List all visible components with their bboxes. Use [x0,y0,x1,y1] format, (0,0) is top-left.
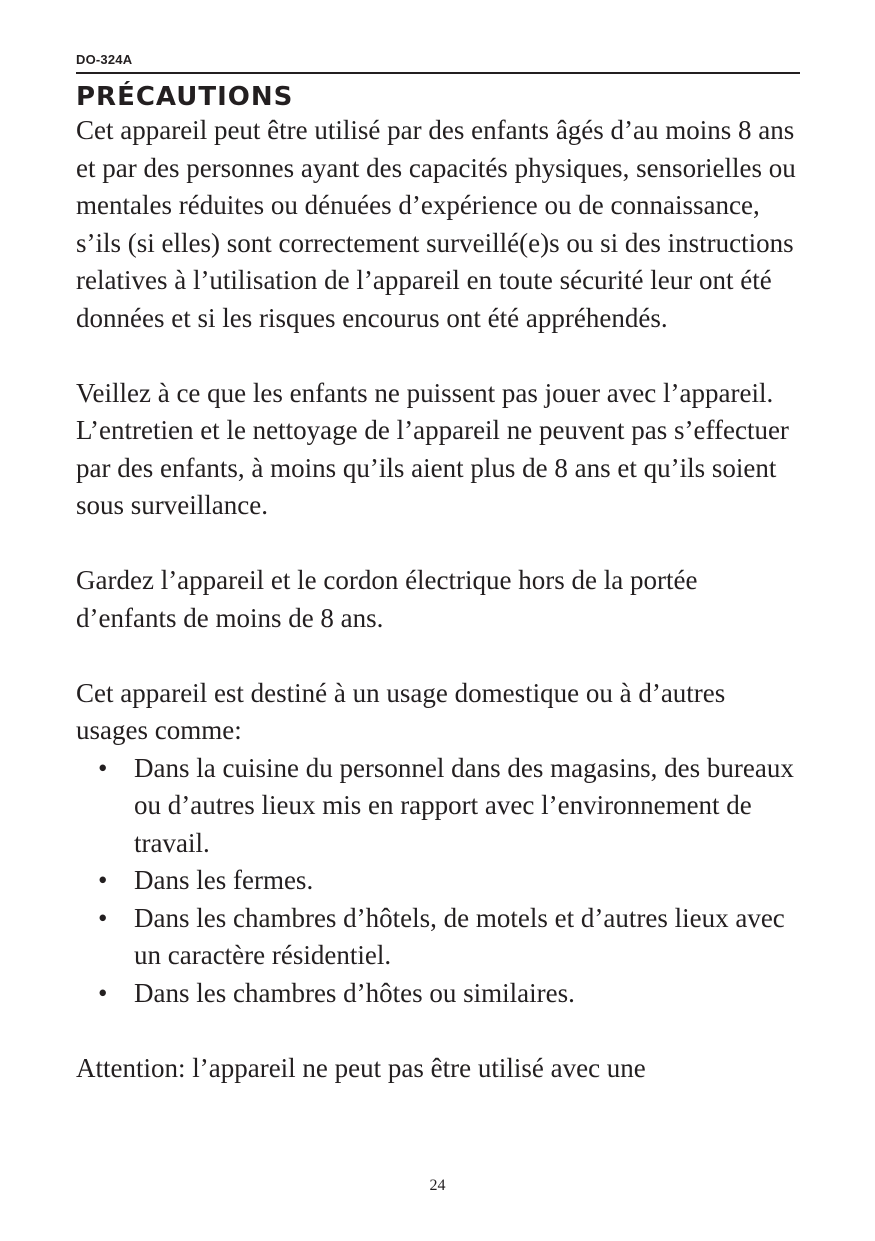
manual-page [76,52,800,1125]
section-body [76,112,800,1087]
usage-list [76,750,800,1013]
list-item [76,900,800,975]
list-item [76,862,800,900]
bullet-icon: • [98,977,108,1008]
model-number: DO-324A [76,52,800,74]
paragraph-intended-use: Cet appareil est destiné à un usage domestique ou à d’autres usages comme: [76,677,726,745]
list-item [76,975,800,1013]
bullet-icon: • [98,865,108,895]
paragraph-supervision: Cet appareil peut être utilisé par des enfants âgés d’au moins 8 ans et par des personnes ayant des capacités physiques, sensorielles ou mentales réduites ou dénuées d’expérience ou de connaissance, s’ils (si elles) sont correctement surveillé(e)s ou si des instructions relatives à l’utilisation de l’appareil en toute sécurité leur ont été données et si les risques encourus ont été appréhendés. [76,115,796,333]
paragraph-cord-reach: Gardez l’appareil et le cordon électrique hors de la portée d’enfants de moins de 8 ans. [76,565,698,633]
section-title: PRÉCAUTIONS [76,82,294,112]
page-number: 24 [429,1177,446,1194]
bullet-icon: • [98,752,108,783]
paragraph-attention: Attention: l’appareil ne peut pas être utilisé avec une [76,1052,646,1083]
list-item-text: Dans la cuisine du personnel dans des magasins, des bureaux ou d’autres lieux mis en rapport avec l’environnement de travail. [134,752,794,858]
list-item-text: Dans les chambres d’hôtes ou similaires. [134,977,575,1008]
paragraph-children-play: Veillez à ce que les enfants ne puissent pas jouer avec l’appareil. L’entretien et le nettoyage de l’appareil ne peuvent pas s’effectuer par des enfants, à moins qu’ils aient plus de 8 ans et qu’ils soient sous surveillance. [76,377,789,520]
list-item-text: Dans les chambres d’hôtels, de motels et d’autres lieux avec un caractère résidentiel. [134,902,785,970]
list-item-text: Dans les fermes. [134,865,314,895]
list-item [76,750,800,863]
bullet-icon: • [98,902,108,933]
